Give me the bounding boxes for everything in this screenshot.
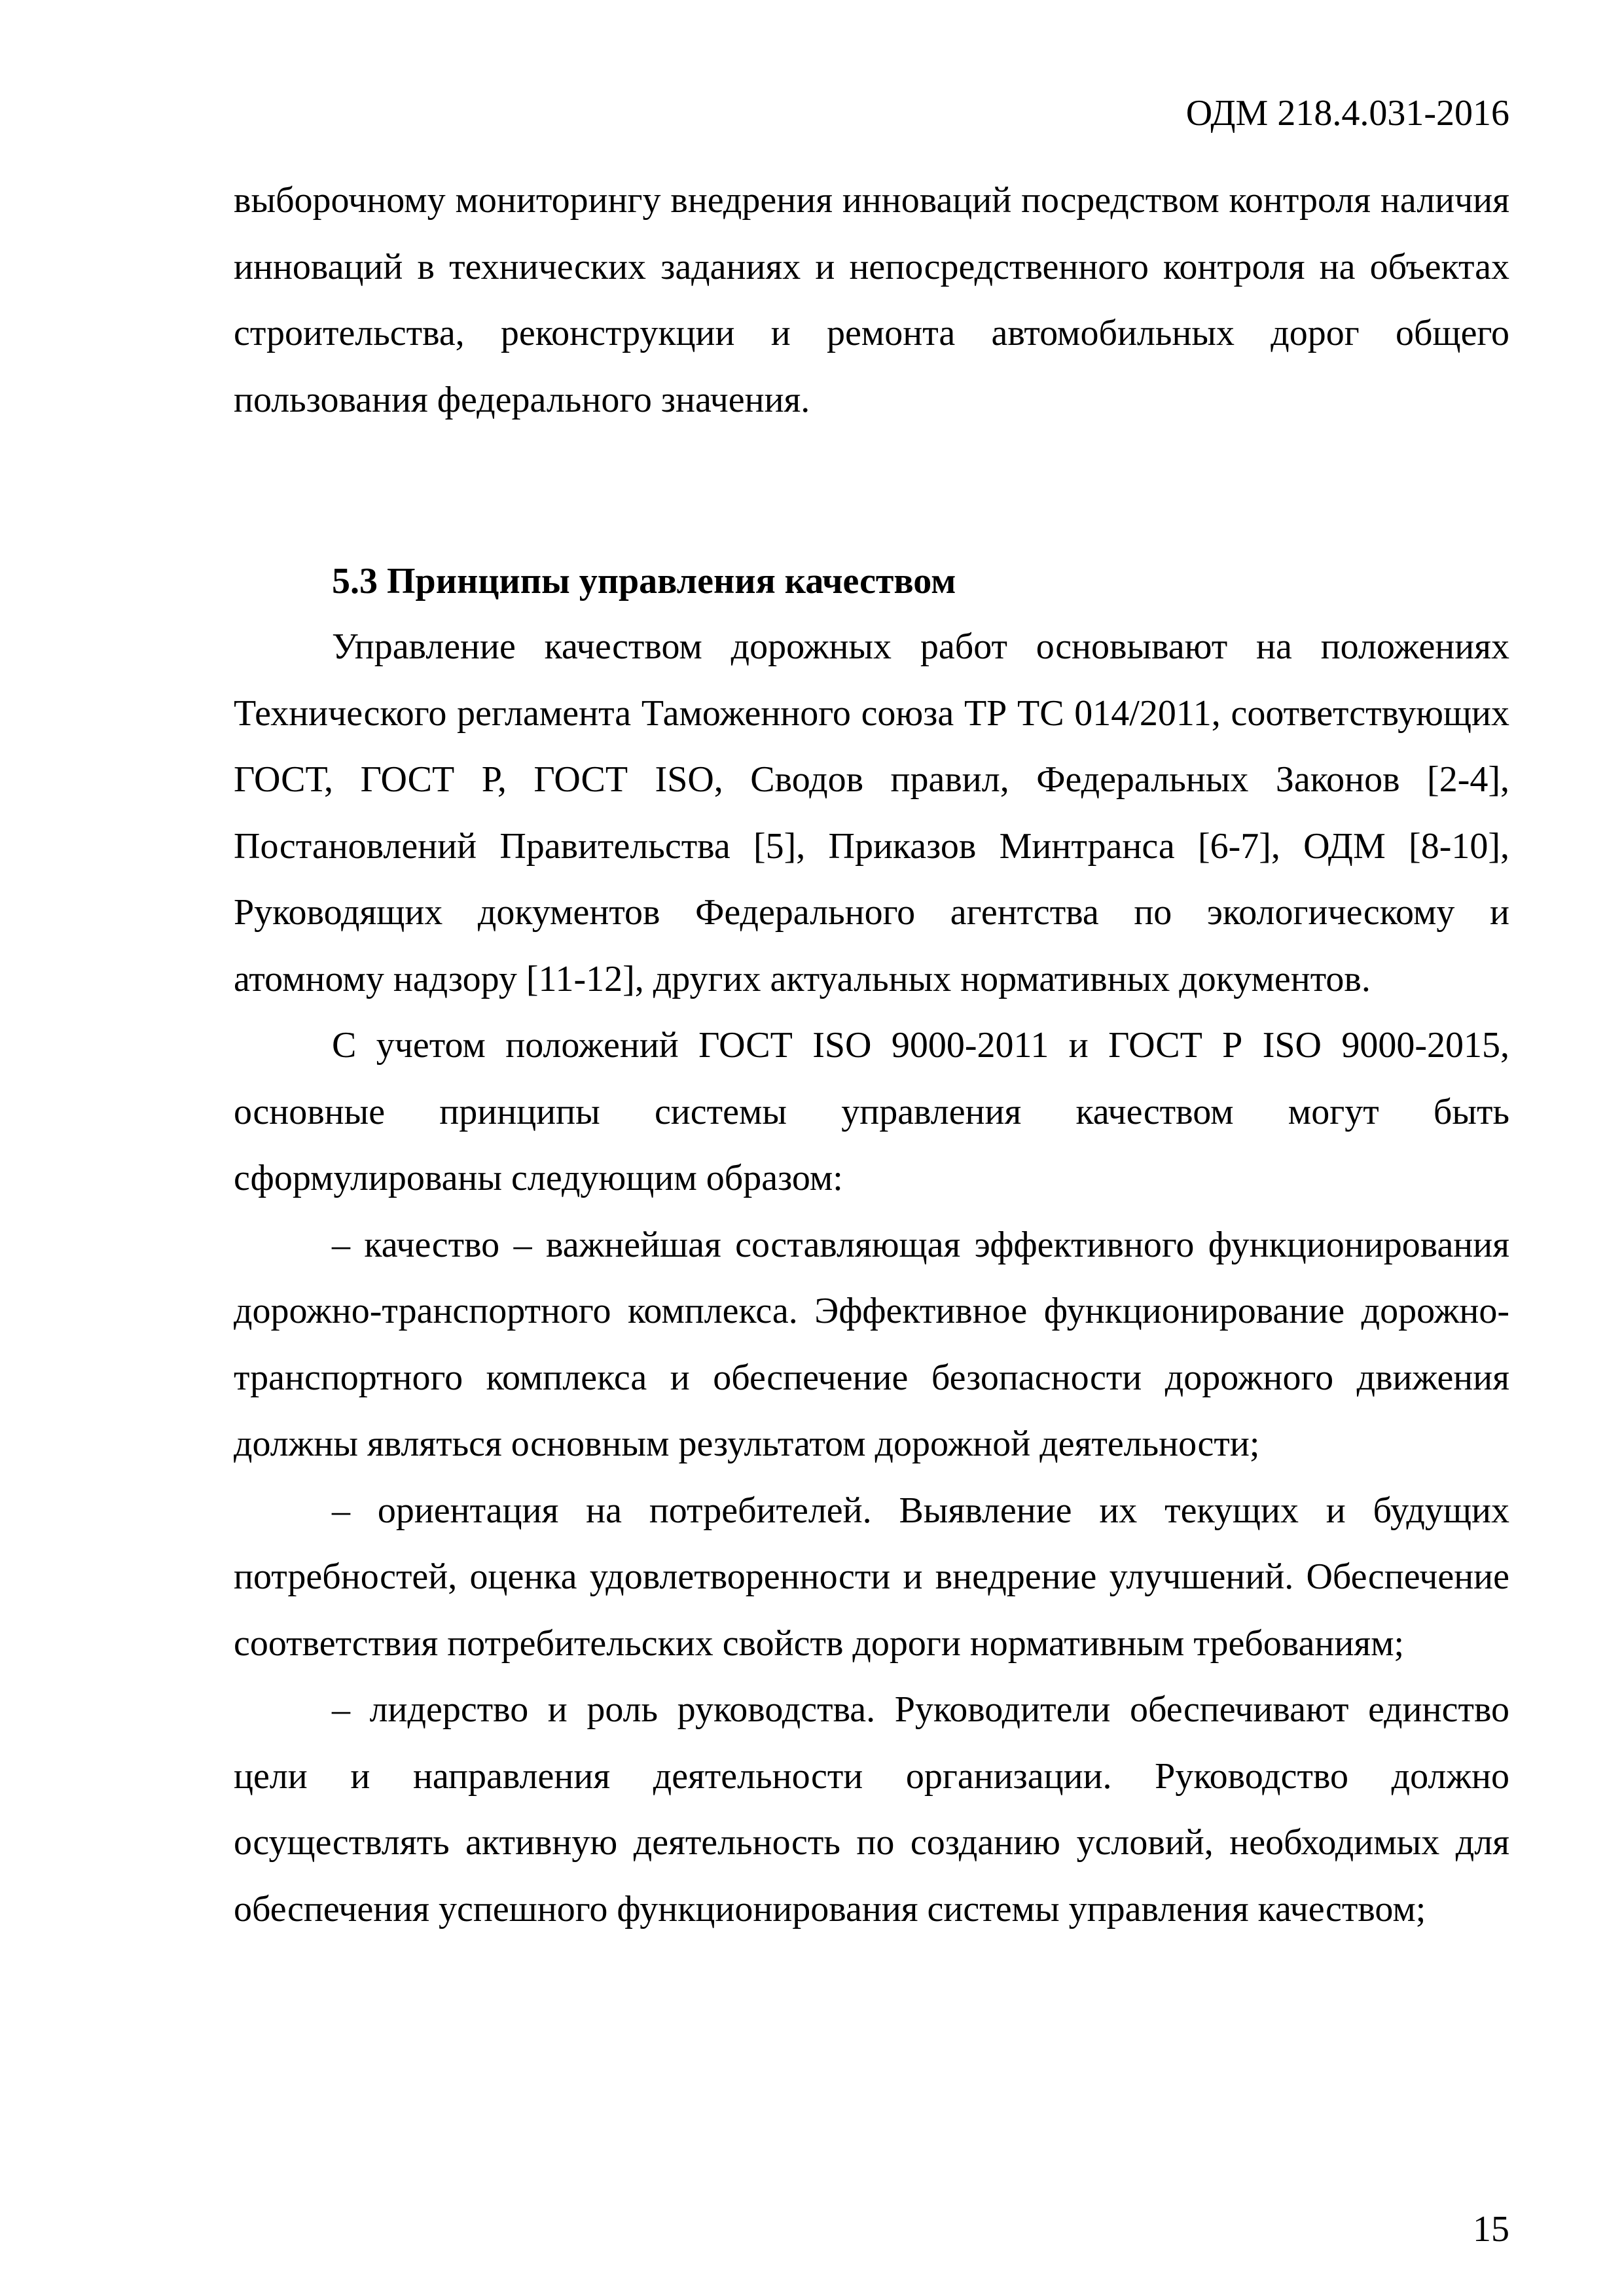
paragraph-quality-basis: Управление качеством дорожных работ основывают на положениях Технического регламента Таможенного союза ТР ТС 014/2011, соответствующих ГОСТ, ГОСТ Р, ГОСТ ISO, Сводов правил, Федеральных Законов [2-4], Постановлений Правительства [5], Приказов Минтранса [6-7], ОДМ [8-10], Руководящих документов Федерального агентства по экологическому и атомному надзору [11-12], других актуальных нормативных документов. — [234, 626, 1509, 999]
document-code-header: ОДМ 218.4.031-2016 — [1185, 93, 1509, 134]
document-body — [234, 168, 1509, 1943]
page-number: 15 — [1473, 2209, 1509, 2250]
list-item-quality: – качество – важнейшая составляющая эффективного функционирования дорожно-транспортного комплекса. Эффективное функционирование дорожно-транспортного комплекса и обеспечение безопасности дорожного движения должны являться основным результатом дорожной деятельности; — [234, 1224, 1509, 1464]
continuation-paragraph: выборочному мониторингу внедрения инноваций посредством контроля наличия инноваций в технических заданиях и непосредственного контроля на объектах строительства, реконструкции и ремонта автомобильных дорог общего пользования федерального значения. — [234, 180, 1509, 420]
section-heading: 5.3 Принципы управления качеством — [332, 561, 956, 601]
list-item-leadership: – лидерство и роль руководства. Руководители обеспечивают единство цели и направления деятельности организации. Руководство должно осуществлять активную деятельность по созданию условий, необходимых для обеспечения успешного функционирования системы управления качеством; — [234, 1689, 1509, 1929]
list-item-customer-focus: – ориентация на потребителей. Выявление их текущих и будущих потребностей, оценка удовлетворенности и внедрение улучшений. Обеспечение соответствия потребительских свойств дороги нормативным требованиям; — [234, 1490, 1509, 1664]
paragraph-principles-intro: С учетом положений ГОСТ ISO 9000-2011 и ГОСТ Р ISO 9000-2015, основные принципы системы управления качеством могут быть сформулированы следующим образом: — [234, 1025, 1509, 1198]
